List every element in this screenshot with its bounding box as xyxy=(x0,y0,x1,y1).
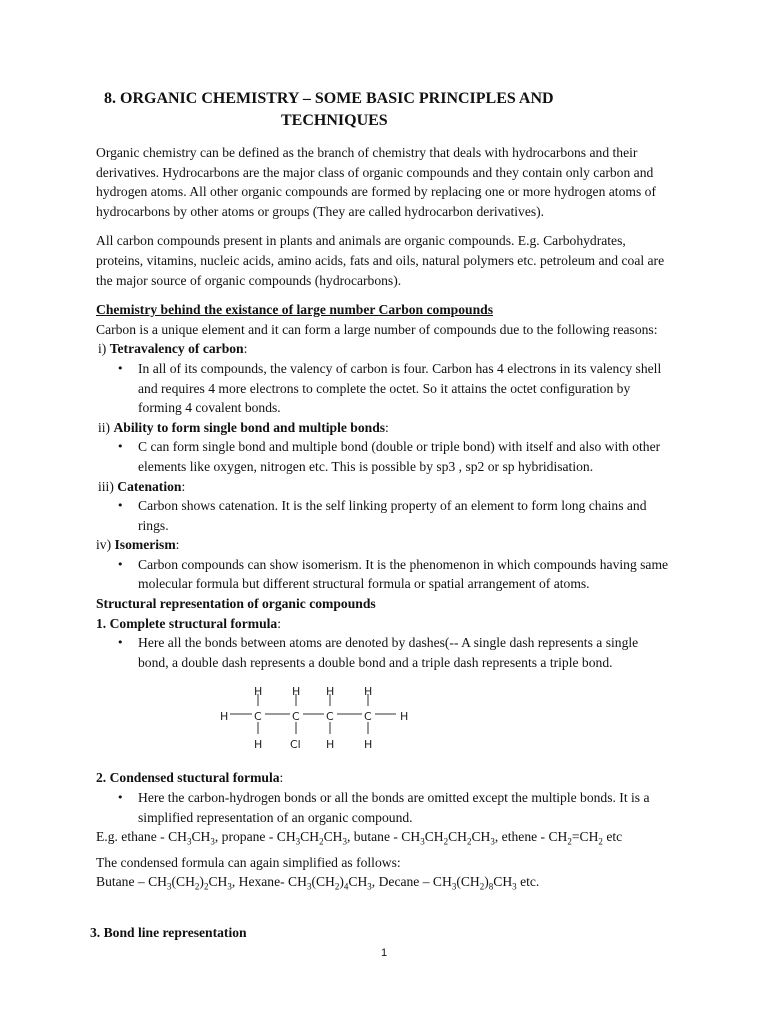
reason-title: Ability to form single bond and multiple bonds xyxy=(113,419,386,435)
intro-paragraph-1: Organic chemistry can be defined as the branch of chemistry that deals with hydrocarbons and their derivatives. Hydrocarbons are the major class of organic compounds and they contain only carbon and hydrogen atoms. All other organic compounds are formed by replacing one or more hydrogen atoms of hydrocarbons by other atoms or groups (They are called hydrocarbon derivatives). xyxy=(96,145,656,219)
reason-bullets xyxy=(96,496,671,535)
atom-h: H xyxy=(292,685,301,699)
bond-line-heading: 3. Bond line representation xyxy=(90,925,247,940)
atom-h: H xyxy=(326,738,335,752)
bullet-item: • C can form single bond and multiple bond (double or triple bond) with itself and also with other elements like oxygen, nitrogen etc. This is possible by sp3 , sp2 or sp hybridisation. xyxy=(96,437,671,476)
reason-bullets xyxy=(96,437,671,476)
condensed-examples: E.g. ethane - $CH_3CH_3$, propane - $CH_3CH_2CH_3$, butane - $CH_3CH_2CH_2CH_3$, ethene - $CH_2=CH_2$ etc xyxy=(96,829,623,847)
title-line-2: TECHNIQUES xyxy=(281,112,388,129)
atom-c: C xyxy=(364,710,372,724)
page-number: 1 xyxy=(380,947,388,959)
atom-h: H xyxy=(364,738,373,752)
complete-formula-bullets xyxy=(96,633,671,672)
complete-formula-title: 1. Complete structural formula xyxy=(96,615,278,631)
atom-h: H xyxy=(254,685,263,699)
simplified-examples: Butane – $CH_3(CH_2)_2CH_3$, Hexane- $CH_3(CH_2)_4CH_3$, Decane – $CH_3(CH_2)_8CH_3$ etc. xyxy=(96,874,540,892)
structural-heading: Structural representation of organic compounds xyxy=(96,596,376,612)
bullet-item: • Carbon shows catenation. It is the self linking property of an element to form long chains and rings. xyxy=(96,496,671,535)
reason-title: Catenation xyxy=(117,478,182,494)
chemistry-section-intro: Carbon is a unique element and it can form a large number of compounds due to the following reasons: xyxy=(96,321,658,337)
reason-number: ii) xyxy=(98,419,114,435)
reason-number: iv) xyxy=(96,537,115,553)
atom-h: H xyxy=(326,685,335,699)
intro-paragraph-2: All carbon compounds present in plants and animals are organic compounds. E.g. Carbohydrates, proteins, vitamins, nucleic acids, amino acids, fats and oils, natural polymers etc. petroleum and coal are the major source of organic compounds (hydrocarbons). xyxy=(96,233,665,288)
atom-c: C xyxy=(326,710,334,724)
reason-bullets xyxy=(96,359,671,418)
condensed-formula-bullets xyxy=(96,788,671,827)
atom-h: H xyxy=(364,685,373,699)
reason-heading: iv) Isomerism: xyxy=(96,537,180,553)
reason-bullets xyxy=(96,555,671,594)
bullet-item: • Here all the bonds between atoms are denoted by dashes(-- A single dash represents a single bond, a double dash represents a double bond and a triple dash represents a triple bond. xyxy=(96,633,671,672)
reason-heading: iii) Catenation: xyxy=(98,478,186,494)
complete-formula-heading: 1. Complete structural formula: xyxy=(96,615,281,631)
condensed-formula-title: 2. Condensed stuctural formula xyxy=(96,770,280,786)
title-line-1: 8. ORGANIC CHEMISTRY – SOME BASIC PRINCIPLES AND xyxy=(104,90,554,107)
reason-heading: ii) Ability to form single bond and multiple bonds: xyxy=(98,419,389,435)
condensed-formula-heading: 2. Condensed stuctural formula: xyxy=(96,770,284,786)
atom-h: H xyxy=(220,710,229,724)
reason-title: Tetravalency of carbon xyxy=(109,341,244,357)
atom-cl: Cl xyxy=(290,738,301,752)
atom-h: H xyxy=(254,738,263,752)
atom-h: H xyxy=(400,710,409,724)
bullet-item: • Carbon compounds can show isomerism. It is the phenomenon in which compounds having same molecular formula but different structural formula or spatial arrangement of atoms. xyxy=(96,555,671,594)
reason-title: Isomerism xyxy=(114,537,176,553)
reason-heading: i) Tetravalency of carbon: xyxy=(98,341,248,357)
chemistry-section-heading: Chemistry behind the existance of large number Carbon compounds xyxy=(96,302,493,318)
bullet-item: • In all of its compounds, the valency of carbon is four. Carbon has 4 electrons in its valency shell and requires 4 more electrons to complete the octet. So it attains the octet configuration by forming 4 covalent bonds. xyxy=(96,359,671,418)
simplify-note: The condensed formula can again simplified as follows: xyxy=(96,854,401,870)
reason-number: i) xyxy=(98,341,110,357)
structural-formula-diagram xyxy=(220,678,420,754)
atom-c: C xyxy=(254,710,262,724)
atom-c: C xyxy=(292,710,300,724)
document-body xyxy=(96,143,671,897)
reason-number: iii) xyxy=(98,478,118,494)
bullet-item: • Here the carbon-hydrogen bonds or all the bonds are omitted except the multiple bonds. It is a simplified representation of an organic compound. xyxy=(96,788,671,827)
bond-lines xyxy=(220,678,420,754)
